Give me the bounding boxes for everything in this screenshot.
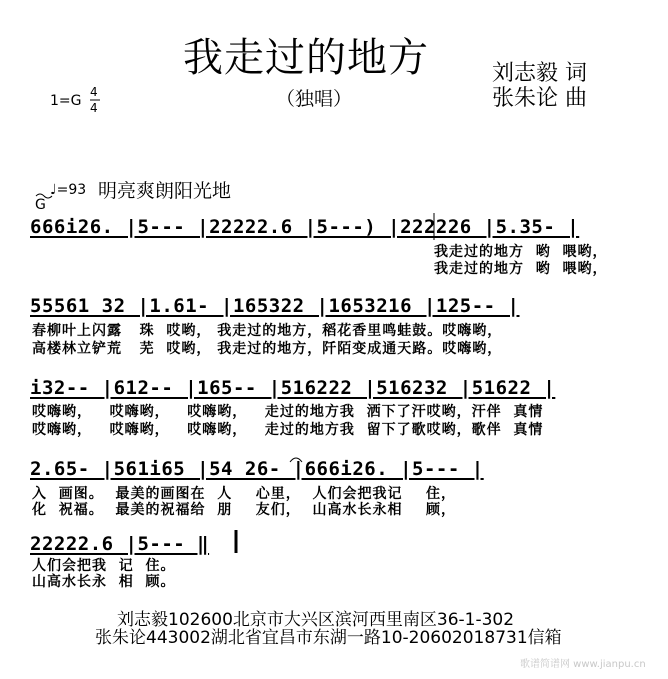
lyric-line: 我走过的地方 哟 喂哟， [434,244,608,260]
notation-line: i32-- |612-- |165-- |516222 |516232 |51622 | [30,377,556,399]
expression-marking: 明亮爽朗阳光地 [98,180,232,202]
song-title: 我走过的地方 [183,35,429,81]
key-signature: 1=G [50,93,82,109]
lyric-line: 哎嗨哟， 哎嗨哟， 哎嗨哟， 走过的地方我 洒下了汗哎哟，汗伴 真情 [32,404,544,420]
lyric-line: 入 画图。 最美的画图在 人 心里， 人们会把我记 住， [32,486,456,502]
notation-line: 666i26. |5--- |22222.6 |5---) |222226 |5.35- | [30,216,580,238]
notation-line: 22222.6 |5--- ‖ [30,533,210,555]
notation-line: 2.65- |561i65 |54 26- |666i26. |5--- | [30,458,484,480]
tempo-marking: ♩=93 [50,182,87,198]
slur-icon [290,458,302,462]
time-signature-top: 4 [90,85,98,99]
site-watermark: 歌谱简谱网 www.jianpu.cn [520,659,646,670]
clef-icon [36,194,52,198]
lyric-line: 哎嗨哟， 哎嗨哟， 哎嗨哟， 走过的地方我 留下了歌哎哟，歌伴 真情 [32,422,544,438]
song-subtitle: （独唱） [276,88,353,110]
lyric-line: 化 祝福。 最美的祝福给 朋 友们， 山高水长永相 顾， [32,502,456,518]
lyric-line: 春柳叶上闪露 珠 哎哟， 我走过的地方，稻花香里鸣蛙鼓。哎嗨哟， [32,323,503,339]
lyric-line: 高楼林立铲荒 芜 哎哟， 我走过的地方，阡陌变成通天路。哎嗨哟， [32,341,503,357]
footer-address-2: 张朱论443002湖北省宜昌市东湖一路10-20602018731信箱 [95,628,562,648]
notation-line: 55561 32 |1.61- |165322 |1653216 |125-- | [30,295,520,317]
footer-address-1: 刘志毅102600北京市大兴区滨河西里南区36-1-302 [117,610,515,630]
lyric-line: 人们会把我 记 住。 [32,558,176,574]
clef-label: G [35,197,46,213]
lyricist-credit: 刘志毅 词 [492,61,587,86]
composer-credit: 张朱论 曲 [492,86,587,111]
time-signature-bottom: 4 [90,101,98,115]
lyric-line: 我走过的地方 哟 喂哟， [434,261,608,277]
lyric-line: 山高水长永 相 顾。 [32,574,176,590]
